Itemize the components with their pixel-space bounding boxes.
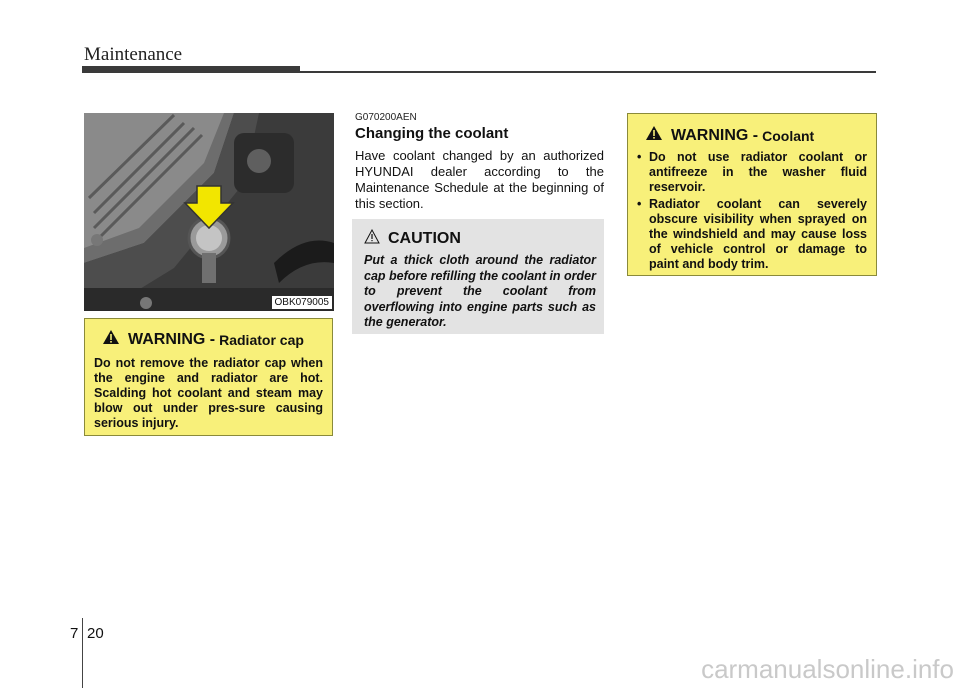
warning-triangle-icon [102, 329, 120, 350]
warning-subject: Coolant [762, 127, 815, 144]
list-item: • Do not use radiator coolant or antifreeze in the washer fluid reservoir. [637, 150, 867, 195]
caution-triangle-icon [364, 229, 380, 249]
warning-coolant-box [627, 113, 877, 276]
warning-title [645, 125, 867, 146]
footer-rule [82, 618, 83, 688]
caution-box [352, 219, 604, 334]
section-code: G070200AEN [355, 112, 417, 123]
warning-word: WARNING - [128, 330, 216, 348]
page-number: 20 [87, 625, 104, 642]
warning-word: WARNING - [671, 126, 759, 144]
watermark: carmanualsonline.info [701, 654, 954, 684]
caution-text: Put a thick cloth around the radiator cap before refilling the coolant in order to prevent the coolant from overflowing into engine parts such as the generator. [364, 253, 596, 329]
caution-label: CAUTION [388, 230, 461, 247]
warning-triangle-icon [645, 125, 663, 146]
header-rule [300, 71, 876, 73]
engine-bay-photo [84, 113, 334, 311]
engine-bay-illustration [84, 113, 334, 311]
chapter-number: 7 [70, 625, 79, 642]
section-heading: Changing the coolant [355, 125, 509, 142]
warning-radiator-cap-box [84, 318, 333, 436]
header-bar [82, 66, 300, 73]
section-body: Have coolant changed by an authorized HYUNDAI dealer according to the Maintenance Schedule at the beginning of this section. [355, 148, 604, 211]
warning-title [102, 329, 323, 350]
warning-text: Do not remove the radiator cap when the engine and radiator are hot. Scalding hot coolant and steam may blow out under pres-sure causing serious injury. [94, 356, 323, 430]
warning-list [637, 150, 867, 272]
page-header-title: Maintenance [84, 44, 183, 65]
list-item: • Radiator coolant can severely obscure visibility when sprayed on the windshield and may cause loss of vehicle control or damage to paint and body trim. [637, 197, 867, 272]
figure-code: OBK079005 [272, 296, 333, 309]
warning-subject: Radiator cap [219, 331, 304, 348]
caution-title [364, 229, 596, 249]
